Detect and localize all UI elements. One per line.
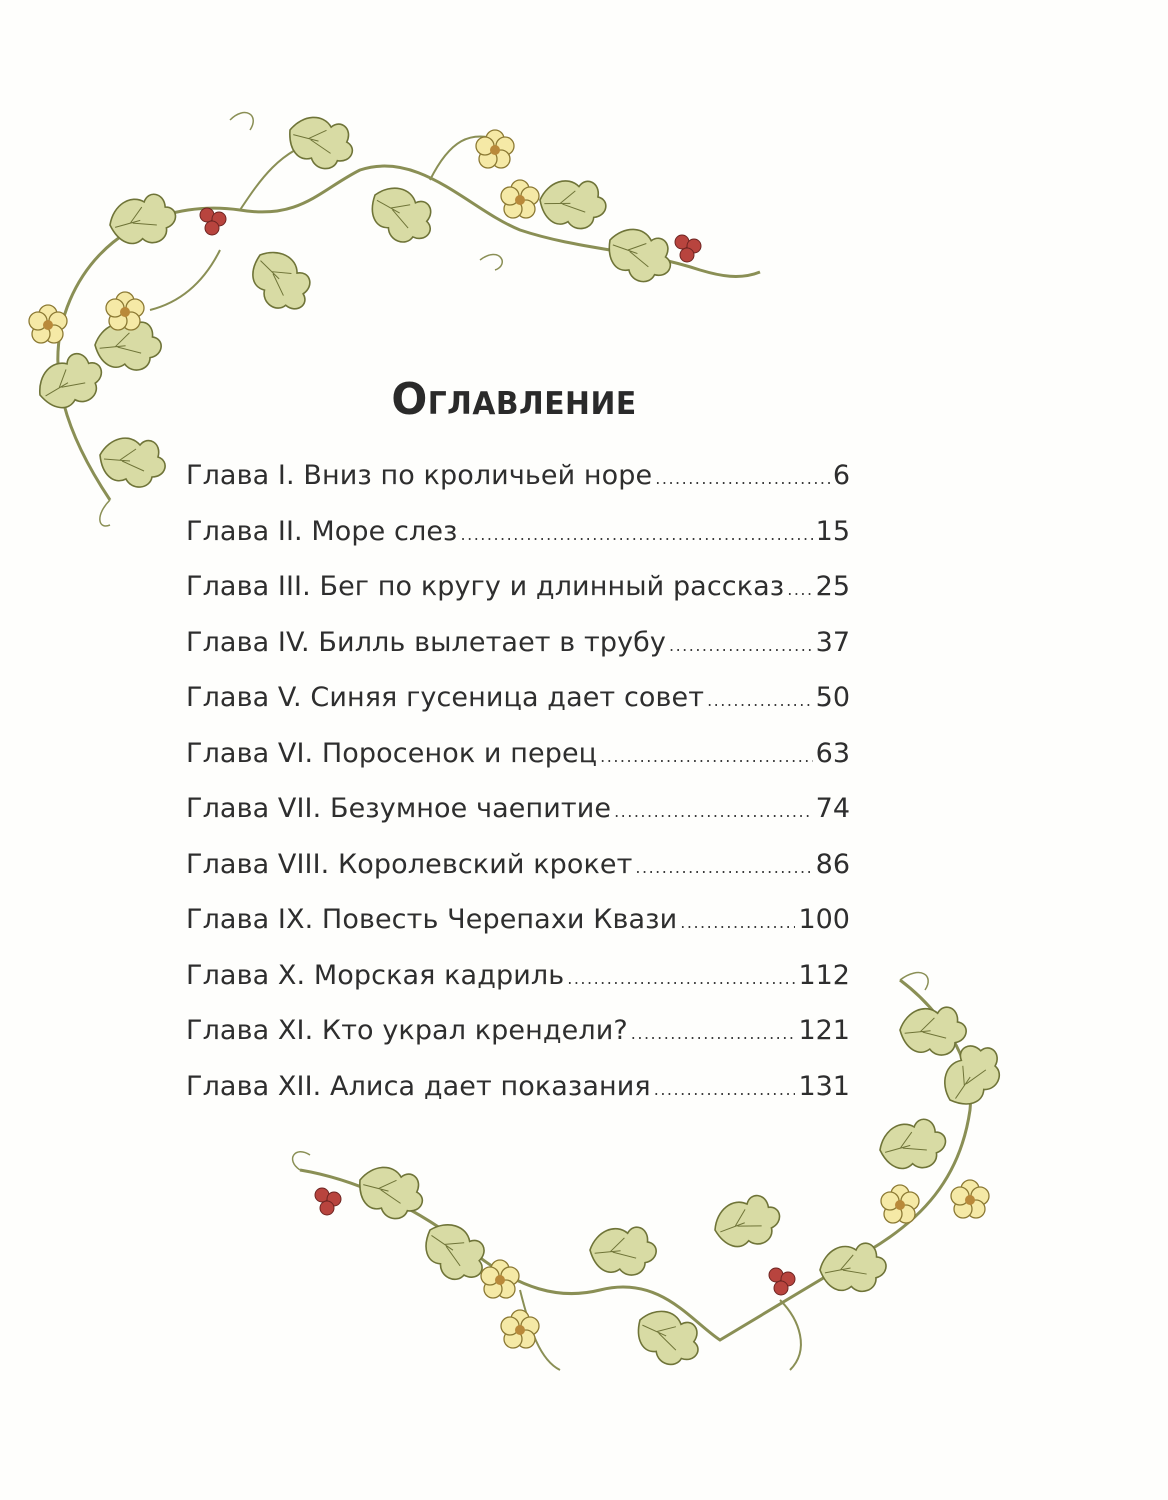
toc-leader-dots [669, 636, 813, 655]
toc-leader-dots [635, 858, 812, 877]
toc-entry-title: Глава IX. Повесть Черепахи Квази [186, 904, 678, 935]
toc-entry[interactable] [186, 1071, 850, 1127]
toc-entry[interactable] [186, 571, 850, 627]
toc-leader-dots [631, 1024, 796, 1043]
toc-entry-title: Глава XII. Алиса дает показания [186, 1070, 651, 1102]
toc-entry[interactable] [186, 960, 850, 1016]
toc-leader-dots [655, 469, 830, 488]
toc-entry[interactable] [186, 738, 850, 794]
toc-entry-title: Глава IV. Билль вылетает в трубу [186, 626, 666, 658]
toc-entry-title: Глава I. Вниз по кроличьей норе [186, 460, 653, 491]
toc-entry-title: Глава V. Синяя гусеница дает совет [186, 682, 705, 713]
toc-leader-dots [461, 525, 813, 544]
toc-entry[interactable] [186, 682, 850, 738]
table-of-contents [186, 460, 850, 1126]
toc-entry[interactable] [186, 1015, 850, 1071]
toc-entry-title: Глава VII. Безумное чаепитие [186, 793, 612, 824]
toc-entry-page: 15 [815, 515, 850, 547]
toc-entry-title: Глава X. Морская кадриль [186, 959, 565, 991]
toc-leader-dots [600, 747, 813, 766]
toc-entry[interactable] [186, 460, 850, 516]
toc-leader-dots [680, 913, 795, 932]
toc-entry-title: Глава VIII. Королевский крокет [186, 848, 633, 880]
toc-entry-page: 63 [815, 737, 850, 769]
page-title: Оглавление [391, 374, 637, 426]
toc-entry[interactable] [186, 849, 850, 905]
toc-entry-title: Глава II. Море слез [186, 515, 458, 547]
toc-entry-page: 86 [815, 848, 850, 880]
toc-entry[interactable] [186, 627, 850, 683]
toc-entry-title: Глава VI. Поросенок и перец [186, 737, 598, 769]
toc-entry-page: 100 [798, 904, 850, 935]
toc-leader-dots [787, 580, 812, 599]
toc-leader-dots [654, 1080, 796, 1099]
toc-leader-dots [567, 969, 795, 988]
toc-leader-dots [614, 802, 813, 821]
toc-entry-page: 121 [798, 1015, 850, 1046]
toc-entry[interactable] [186, 904, 850, 960]
toc-entry[interactable] [186, 516, 850, 572]
toc-entry-page: 50 [815, 682, 850, 713]
toc-entry[interactable] [186, 793, 850, 849]
toc-entry-page: 74 [815, 793, 850, 824]
toc-entry-page: 6 [832, 460, 850, 491]
toc-entry-title: Глава III. Бег по кругу и длинный рассказ [186, 571, 785, 602]
toc-entry-page: 37 [815, 626, 850, 658]
toc-entry-title: Глава XI. Кто украл крендели? [186, 1015, 628, 1046]
toc-entry-page: 112 [798, 959, 850, 991]
toc-entry-page: 25 [815, 571, 850, 602]
toc-entry-page: 131 [798, 1070, 850, 1102]
toc-leader-dots [707, 691, 813, 710]
